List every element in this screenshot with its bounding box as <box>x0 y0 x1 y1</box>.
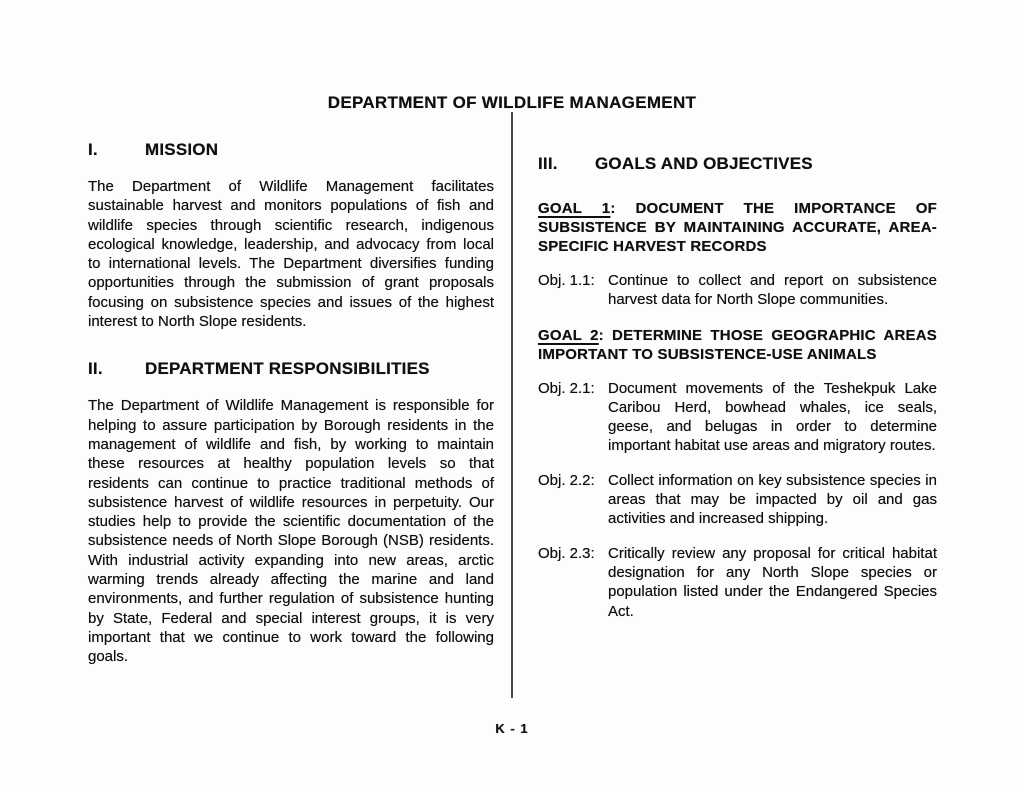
section-heading-label: MISSION <box>145 140 219 159</box>
section-number: II. <box>88 359 103 379</box>
objective-text: Collect information on key subsistence species in areas that may be impacted by oil and gas activities and increased shipping. <box>608 471 937 528</box>
objective-text: Critically review any proposal for critical habitat designation for any North Slope species or population listed under the Endangered Species Act. <box>608 544 937 620</box>
right-column <box>538 154 937 621</box>
goal-2-label: GOAL 2 <box>538 326 599 344</box>
objective-1-1 <box>538 271 937 310</box>
goal-2-heading <box>538 326 937 364</box>
mission-paragraph: The Department of Wildlife Management facilitates sustainable harvest and monitors populations of fish and wildlife species through scientific research, indigenous ecological knowledge, leadership, and advocacy from local to international levels. The Department diversifies funding opportunities through the submission of grant proposals focusing on subsistence species and issues of the highest interest to North Slope residents. <box>88 178 494 331</box>
column-divider-line <box>511 112 513 698</box>
objective-label: Obj. 2.1: <box>538 379 595 397</box>
left-column <box>88 140 494 667</box>
goal-1-label: GOAL 1 <box>538 200 611 217</box>
objective-label: Obj. 2.3: <box>538 544 595 562</box>
section-number: III. <box>538 154 558 173</box>
objective-text: Document movements of the Teshekpuk Lake Caribou Herd, bowhead whales, ice seals, geese, and belugas in order to determine important habitat use areas and migratory routes. <box>608 379 937 455</box>
objective-2-2 <box>538 471 937 529</box>
section-heading-responsibilities <box>88 359 494 378</box>
objective-2-3 <box>538 544 937 621</box>
goal-1-text: : DOCUMENT THE IMPORTANCE OF SUBSISTENCE BY MAINTAINING ACCURATE, AREA-SPECIFIC HARVEST RECORDS <box>538 200 937 255</box>
section-heading-goals <box>538 154 937 173</box>
objective-label: Obj. 2.2: <box>538 471 595 489</box>
goal-2-text: : DETERMINE THOSE GEOGRAPHIC AREAS IMPORTANT TO SUBSISTENCE-USE ANIMALS <box>538 326 938 363</box>
section-number: I. <box>88 140 98 159</box>
objective-label: Obj. 1.1: <box>538 272 595 289</box>
page-title: DEPARTMENT OF WILDLIFE MANAGEMENT <box>327 93 697 112</box>
page-number: K - 1 <box>495 721 529 736</box>
section-heading-label: DEPARTMENT RESPONSIBILITIES <box>145 359 430 379</box>
objective-2-1 <box>538 379 937 456</box>
section-heading-mission <box>88 140 494 159</box>
section-heading-label: GOALS AND OBJECTIVES <box>595 154 813 173</box>
objective-text: Continue to collect and report on subsistence harvest data for North Slope communities. <box>608 272 937 309</box>
responsibilities-paragraph: The Department of Wildlife Management is responsible for helping to assure participation by Borough residents in the management of wildlife and fish, by working to maintain these resources at healthy population levels so that residents can continue to practice traditional methods of subsistence harvest of wildlife resources in perpetuity. Our studies help to provide the scientific documentation of the subsistence needs of North Slope Borough (NSB) residents. With industrial activity expanding into new areas, arctic warming trends already affecting the marine and land environments, and further regulation of subsistence hunting by State, Federal and special interest groups, it is very important that we continue to work toward the following goals. <box>88 397 494 666</box>
goal-1-heading <box>538 199 937 256</box>
